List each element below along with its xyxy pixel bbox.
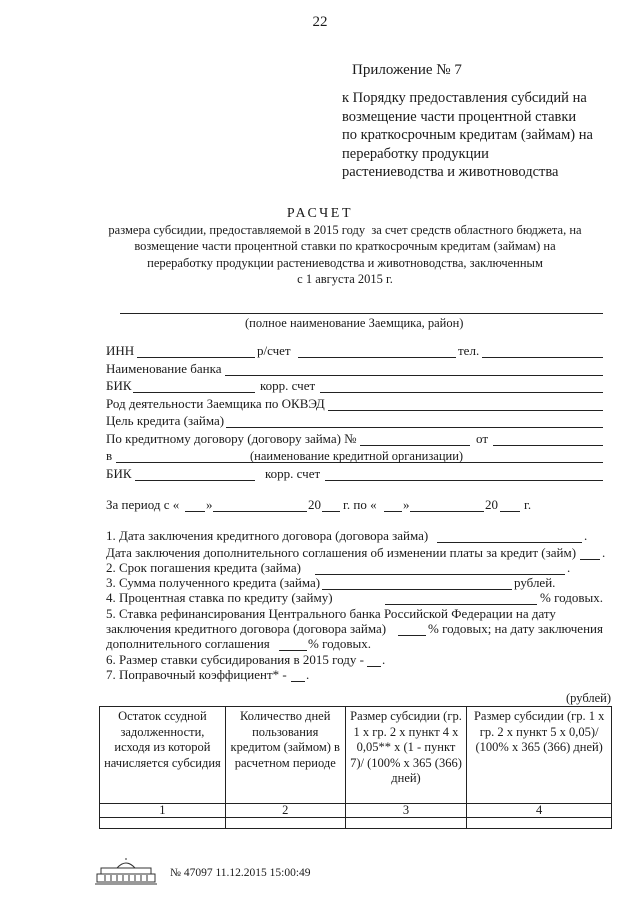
item-3-label: 3. Сумма полученного кредита (займа)	[106, 575, 321, 590]
column-number-1: 1	[100, 804, 226, 818]
credit-org-caption: (наименование кредитной организации)	[250, 449, 464, 463]
header-subsidy-formula-2: Размер субсидии (гр. 1 х гр. 2 х пункт 5 х 0,05)/ (100% х 365 (366) дней)	[467, 707, 612, 804]
item-5-line-3a: дополнительного соглашения	[106, 636, 270, 651]
inn-field[interactable]	[137, 357, 255, 358]
item-5-line-1: 5. Ставка рефинансирования Центрального банка Российской Федерации на дату	[106, 606, 556, 621]
bank-name-label: Наименование банка	[106, 361, 222, 376]
corr-account-field[interactable]	[320, 392, 603, 393]
contract-date-field[interactable]	[493, 445, 603, 446]
cell-days[interactable]	[225, 818, 345, 829]
header-days: Количество дней пользования кредитом (займом) в расчетном периоде	[225, 707, 345, 804]
table-header-row	[100, 707, 612, 804]
period-end-day-field[interactable]	[384, 511, 402, 512]
period-close-quote-2: »	[403, 497, 410, 512]
corr-account-label: корр. счет	[260, 378, 316, 393]
item-5-contract-rate-field[interactable]	[398, 635, 426, 636]
phone-field[interactable]	[482, 357, 603, 358]
period-year-prefix-2: 20	[485, 497, 498, 512]
subsidy-table	[99, 706, 612, 829]
activity-label: Род деятельности Заемщика по ОКВЭД	[106, 396, 325, 411]
appendix-preamble: к Порядку предоставления субсидий на возмещение части процентной ставки по краткосрочным кредитам (займам) на переработку продукции растениеводства и животноводства	[342, 90, 593, 180]
cell-subsidy-2[interactable]	[467, 818, 612, 829]
item-4-unit: % годовых.	[540, 590, 603, 605]
period-start-year-field[interactable]	[322, 511, 340, 512]
item-7-label: 7. Поправочный коэффициент* -	[106, 667, 287, 682]
item-5-line-3b: % годовых.	[308, 636, 371, 651]
phone-label: тел.	[458, 343, 480, 358]
bik-label: БИК	[106, 378, 132, 393]
item-6-label: 6. Размер ставки субсидирования в 2015 году -	[106, 652, 364, 667]
item-1b-label: Дата заключения дополнительного соглашения об изменении платы за кредит (займ)	[106, 545, 577, 560]
cell-subsidy-1[interactable]	[345, 818, 467, 829]
bik2-field[interactable]	[135, 480, 255, 481]
period-start-month-field[interactable]	[213, 511, 307, 512]
item-4-field[interactable]	[385, 604, 537, 605]
period-end-year-field[interactable]	[500, 511, 520, 512]
borrower-caption: (полное наименование Заемщика, район)	[245, 316, 464, 330]
item-1-label: 1. Дата заключения кредитного договора (договора займа)	[106, 528, 429, 543]
page-number: 22	[312, 14, 328, 30]
bik-field[interactable]	[133, 392, 255, 393]
credit-org-prefix: в	[106, 448, 113, 463]
cell-loan-balance[interactable]	[100, 818, 226, 829]
period-to-label: г. по «	[343, 497, 377, 512]
period-close-quote-1: »	[206, 497, 213, 512]
item-5-agreement-rate-field[interactable]	[279, 650, 307, 651]
purpose-field[interactable]	[226, 427, 603, 428]
document-title: РАСЧЕТ	[286, 206, 354, 221]
account-label: р/счет	[257, 343, 291, 358]
period-year-prefix-1: 20	[308, 497, 321, 512]
document-page: 22 Приложение № 7 к Порядку предоставления субсидий на возмещение части процентной ставки по краткосрочным кредитам (займам) на переработку продукции растениеводства и животноводства РАСЧЕТ размера субсидии, предоставляемой в 2015 году за счет средств областного бюджета, на возмещение части процентной ставки по краткосрочным кредитам (займам) на переработку продукции растениеводства и животноводства, заключенным с 1 августа 2015 г. (полное наименование Заемщика, район) ИНН р/счет тел. Наименование банка БИК корр. счет Род деятельности Заемщика по ОКВЭД Цель кредита (займа) По кредитному договору (договору займа) № от в (наименование кредитной организации) БИК корр. счет За период с « » 20 г. по « » 20 г. 1. Дата заключения кредитного договора (договора займа) . Дата заключения дополнительного соглашения об изменении платы за кредит (займ) . 2. Срок погашения кредита (займа) . 3. Сумма полученного кредита (займа) рублей. 4. Процентная ставка по кредиту (займу) % годовых. 5. Ставка рефинансирования Центрального банка Российской Федерации на дату заключения кредитного договора (договора займа) % годовых; на дату заключения дополнительного соглашения % годовых. 6. Размер ставки субсидирования в 2015 году - . 7. Поправочный коэффициент* - . (рублей) Остаток ссудной задолженности, исходя из которой начисляется субсидия Количество дней пользования кредитом (займом) в расчетном периоде Размер субсидии (гр. 1 х гр. 2 х пункт 4 х 0,05** х (1 - пункт 7)/ (100% х 365 (366) дней) Размер субсидии (гр. 1 х гр. 2 х пункт 5 х 0,05)/ (100% х 365 (366) дней) 1 2 3 4 № 47097 11.12.2015 15:00:49	[0, 0, 640, 905]
corr-account2-label: корр. счет	[265, 466, 321, 481]
inn-label: ИНН	[106, 343, 135, 358]
purpose-label: Цель кредита (займа)	[106, 413, 225, 428]
item-3-unit: рублей.	[514, 575, 556, 590]
period-start-day-field[interactable]	[185, 511, 205, 512]
item-2-label: 2. Срок погашения кредита (займа)	[106, 560, 301, 575]
item-3-field[interactable]	[322, 589, 512, 590]
item-1-field[interactable]	[437, 542, 582, 543]
account-field[interactable]	[298, 357, 456, 358]
item-5-line-2b: % годовых; на дату заключения	[428, 621, 603, 636]
period-end-month-field[interactable]	[410, 511, 484, 512]
column-number-2: 2	[225, 804, 345, 818]
bank-name-field[interactable]	[225, 375, 603, 376]
item-1b-field[interactable]	[580, 559, 600, 560]
table-number-row	[100, 804, 612, 818]
borrower-name-line	[120, 313, 603, 314]
table-units: (рублей)	[566, 691, 612, 705]
bik2-label: БИК	[106, 466, 132, 481]
item-7-field[interactable]	[291, 681, 305, 682]
column-number-3: 3	[345, 804, 467, 818]
header-loan-balance: Остаток ссудной задолженности, исходя из которой начисляется субсидия	[100, 707, 226, 804]
contract-from-label: от	[476, 431, 489, 446]
table-row	[100, 818, 612, 829]
corr-account2-field[interactable]	[325, 480, 603, 481]
contract-number-field[interactable]	[360, 445, 470, 446]
building-stamp-icon	[95, 858, 157, 886]
document-subtitle: размера субсидии, предоставляемой в 2015 году за счет средств областного бюджета, на возмещение части процентной ставки по краткосрочным кредитам (займам) на переработку продукции растениеводства и животноводства, заключенным с 1 августа 2015 г.	[108, 223, 582, 286]
column-number-4: 4	[467, 804, 612, 818]
contract-label: По кредитному договору (договору займа) №	[106, 431, 357, 446]
period-label: За период с «	[106, 497, 180, 512]
activity-field[interactable]	[328, 410, 603, 411]
item-6-field[interactable]	[367, 666, 381, 667]
item-4-label: 4. Процентная ставка по кредиту (займу)	[106, 590, 333, 605]
footer-registration-stamp: № 47097 11.12.2015 15:00:49	[170, 867, 311, 879]
item-5-line-2a: заключения кредитного договора (договора займа)	[106, 621, 387, 636]
header-subsidy-formula-1: Размер субсидии (гр. 1 х гр. 2 х пункт 4 х 0,05** х (1 - пункт 7)/ (100% х 365 (366) дней)	[345, 707, 467, 804]
appendix-title: Приложение № 7	[352, 62, 462, 78]
period-end-label: г.	[524, 497, 532, 512]
